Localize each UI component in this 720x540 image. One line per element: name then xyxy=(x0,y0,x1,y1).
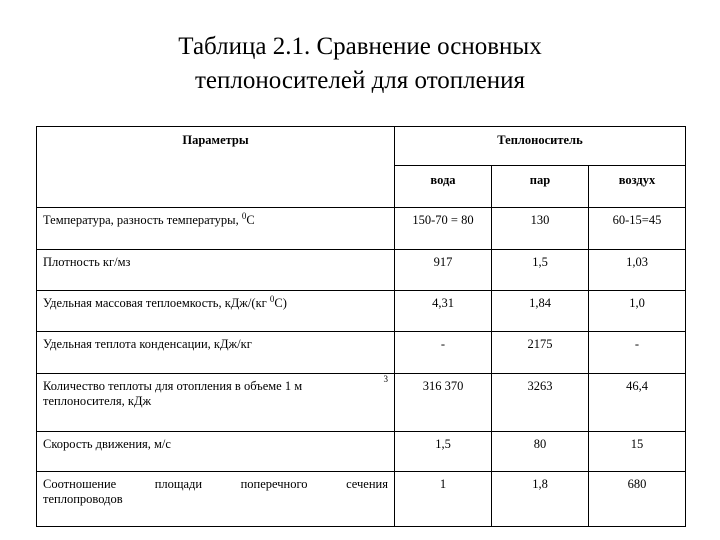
row-label-heat-capacity: Удельная массовая теплоемкость, кДж/(кг $^0$С) xyxy=(37,291,395,332)
header-parameters: Параметры xyxy=(37,127,395,208)
table-row xyxy=(37,374,686,432)
table-row xyxy=(37,208,686,250)
cell-air: 1,03 xyxy=(589,250,686,291)
label-line-2: теплоносителя, кДж xyxy=(43,394,152,408)
row-label-temperature: Температура, разность температуры, $^0$С xyxy=(37,208,395,250)
cell-water: 4,31 xyxy=(395,291,492,332)
row-label-cross-section-ratio xyxy=(37,472,395,527)
cell-air: 680 xyxy=(589,472,686,527)
cell-water: 917 xyxy=(395,250,492,291)
table-row xyxy=(37,332,686,374)
cell-air: 15 xyxy=(589,432,686,472)
cell-steam: 1,5 xyxy=(492,250,589,291)
row-label-condensation-heat: Удельная теплота конденсации, кДж/кг xyxy=(37,332,395,374)
header-carrier: Теплоноситель xyxy=(395,127,686,166)
cell-steam: 1,8 xyxy=(492,472,589,527)
header-water: вода xyxy=(395,166,492,208)
cell-air: 46,4 xyxy=(589,374,686,432)
cell-air: - xyxy=(589,332,686,374)
row-label-heat-quantity xyxy=(37,374,395,432)
table-row xyxy=(37,432,686,472)
cell-steam: 3263 xyxy=(492,374,589,432)
cell-steam: 130 xyxy=(492,208,589,250)
cell-water: 1 xyxy=(395,472,492,527)
comparison-table xyxy=(36,126,686,527)
cell-steam: 80 xyxy=(492,432,589,472)
label-line-1: Соотношение площади поперечного сечения xyxy=(43,477,388,491)
title-line-2: теплоносителей для отопления xyxy=(195,67,525,94)
title-line-1: Таблица 2.1. Сравнение основных xyxy=(178,33,542,60)
table-row xyxy=(37,472,686,527)
header-row-1 xyxy=(37,127,686,166)
table-row xyxy=(37,291,686,332)
row-label-density: Плотность кг/мз xyxy=(37,250,395,291)
cell-air: 60-15=45 xyxy=(589,208,686,250)
header-air: воздух xyxy=(589,166,686,208)
cell-steam: 2175 xyxy=(492,332,589,374)
cell-steam: 1,84 xyxy=(492,291,589,332)
label-line-1: Количество теплоты для отопления в объеме 1 м 3 xyxy=(43,374,388,393)
cell-water: 316 370 xyxy=(395,374,492,432)
cell-water: 150-70 = 80 xyxy=(395,208,492,250)
header-steam: пар xyxy=(492,166,589,208)
cell-water: - xyxy=(395,332,492,374)
page-title xyxy=(0,30,720,98)
row-label-velocity: Скорость движения, м/с xyxy=(37,432,395,472)
cell-water: 1,5 xyxy=(395,432,492,472)
table-row xyxy=(37,250,686,291)
cell-air: 1,0 xyxy=(589,291,686,332)
label-line-2: теплопроводов xyxy=(43,492,123,506)
